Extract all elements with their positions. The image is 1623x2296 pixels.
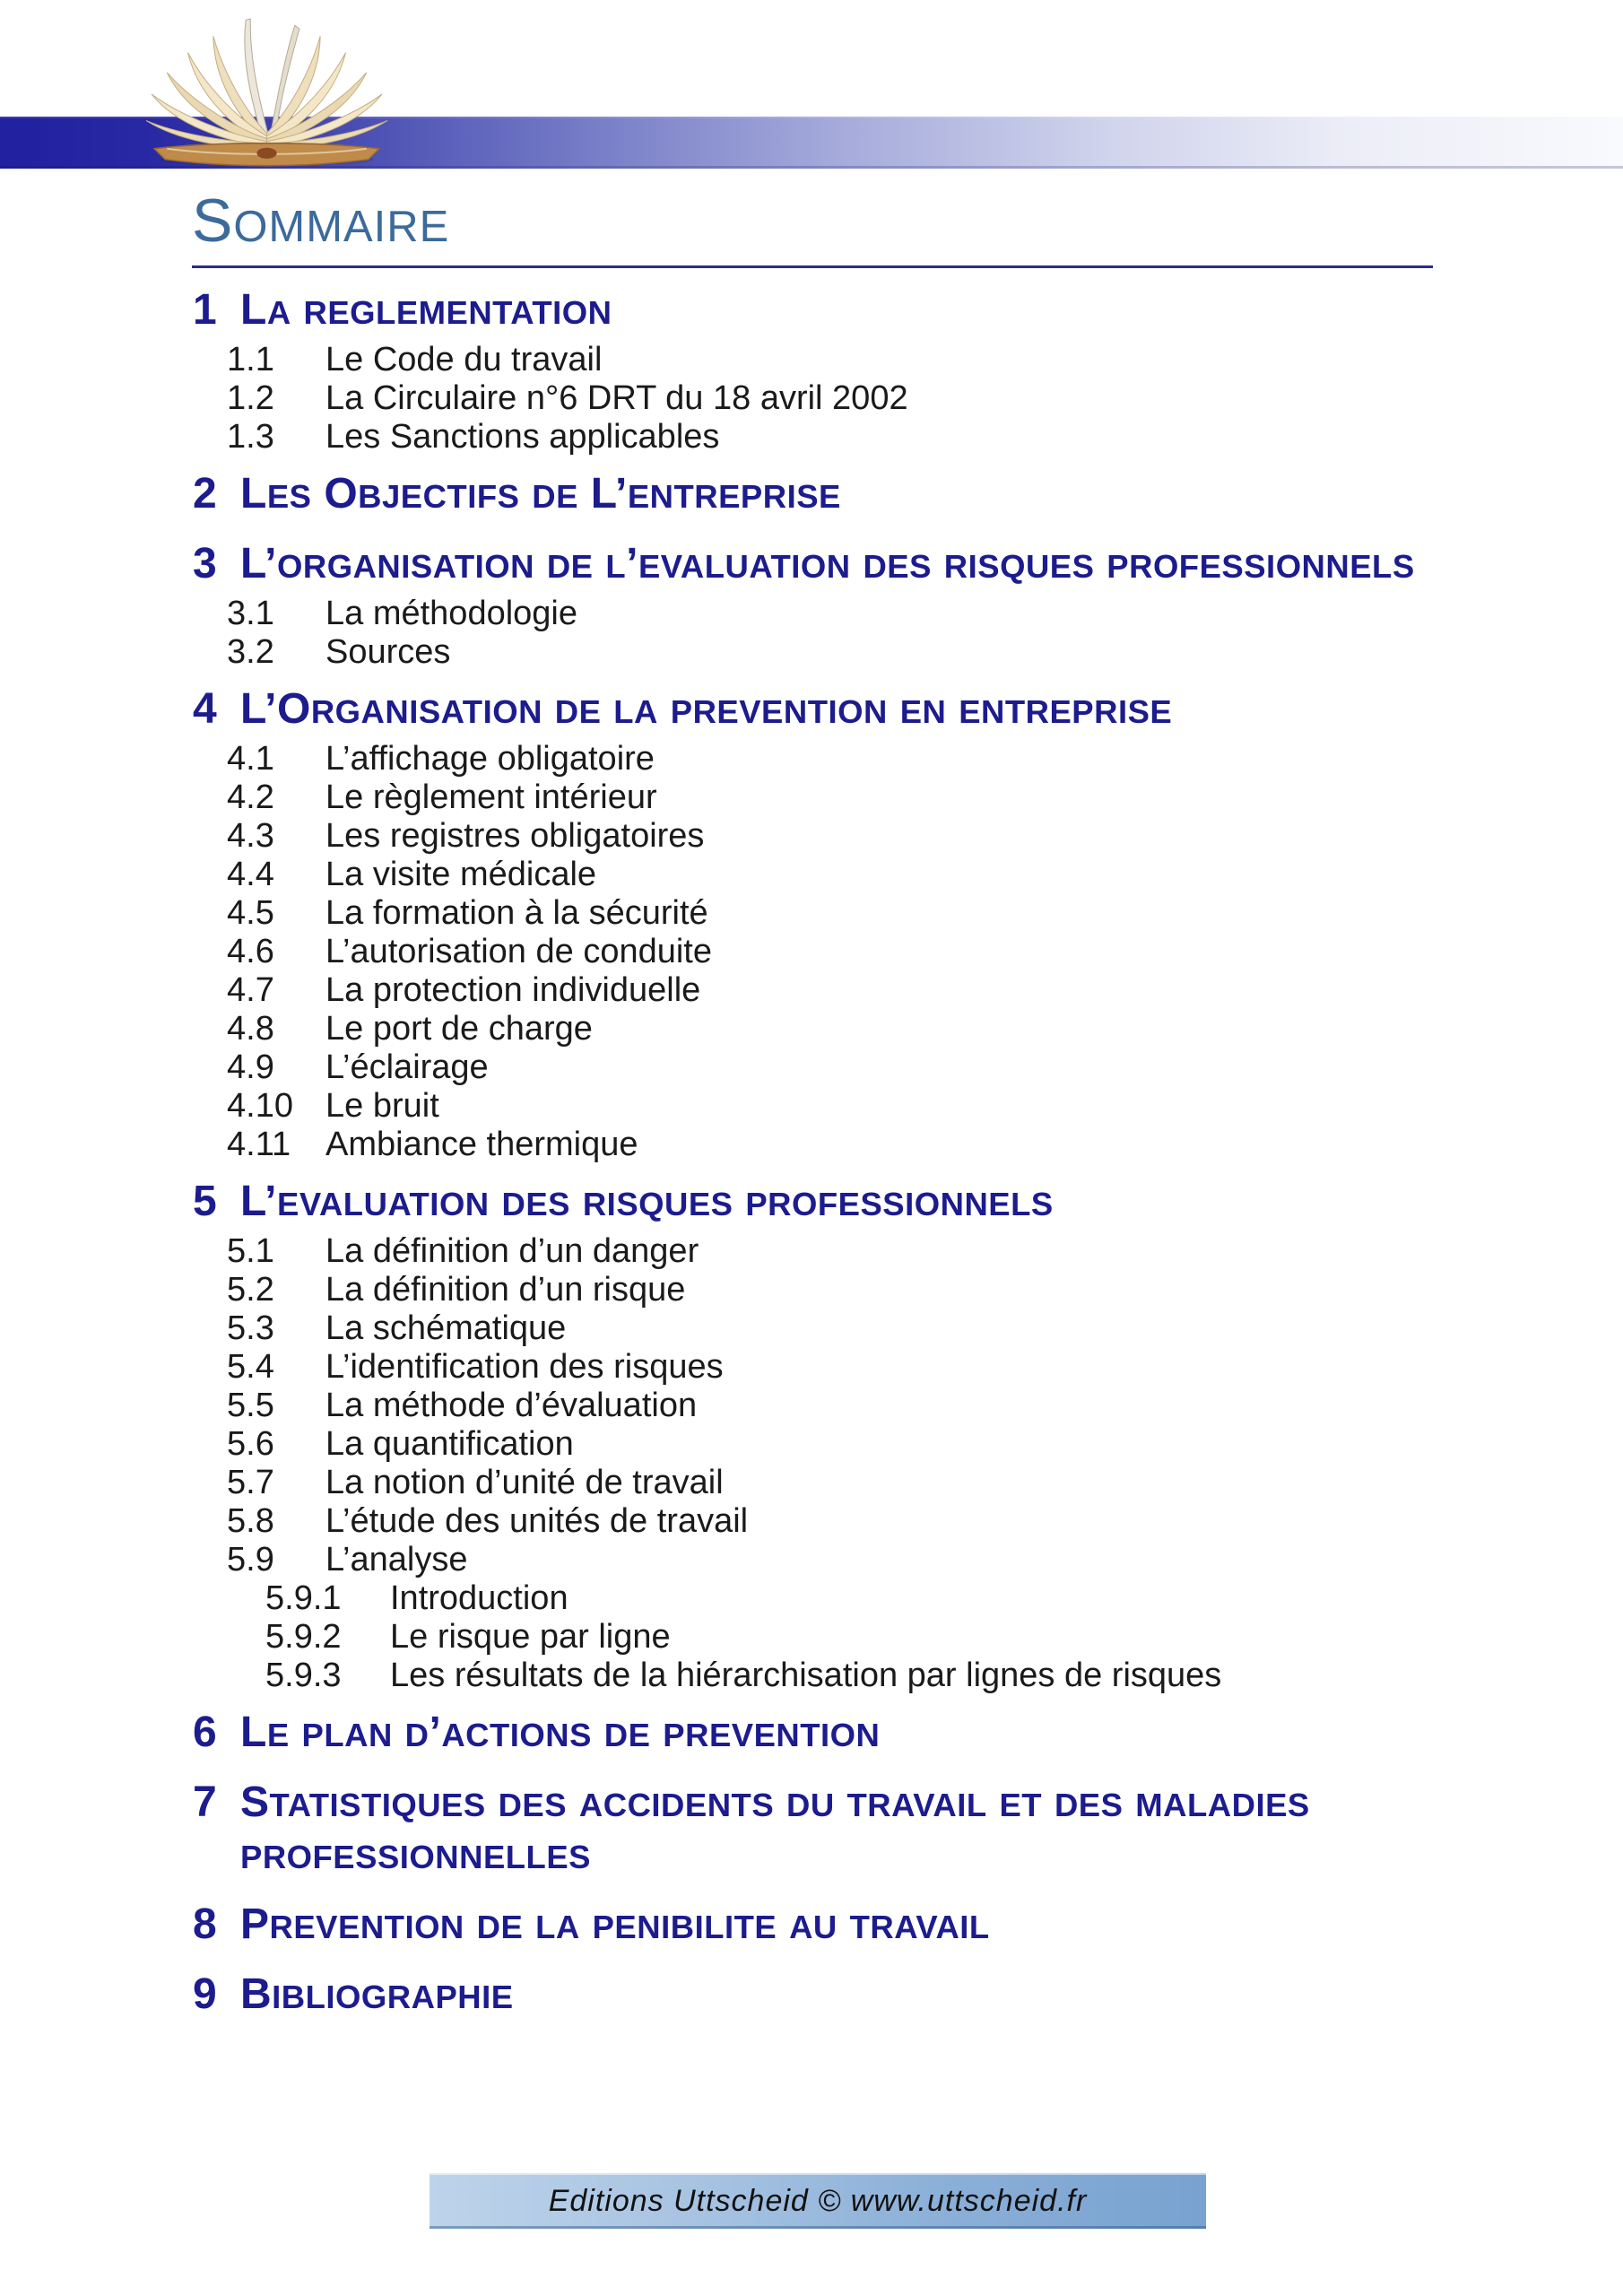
toc-entry-number: 4.11 [227,1126,291,1163]
toc-entry-number: 4.1 [227,740,274,778]
toc-entry [227,1464,1502,1502]
toc-entry-number: 4.6 [227,933,274,970]
toc-entry-number: 5.7 [227,1464,274,1501]
toc-entry-label: La définition d’un risque [325,1271,686,1309]
open-book-logo-icon [139,5,395,169]
toc-entry-number: 2 [193,470,218,517]
toc-entry [227,1425,1502,1464]
toc-entry-number: 5.9.1 [265,1579,342,1617]
toc-entry [227,740,1502,778]
toc-entry-number: 5.9.2 [265,1618,342,1656]
toc-entry-number: 9 [193,1970,218,2018]
toc-entry [227,379,1502,418]
toc-entry [227,1087,1502,1126]
toc-entry-label: La définition d’un danger [325,1232,699,1270]
toc-entry-number: 8 [193,1900,218,1948]
toc-entry-number: 1.1 [227,341,274,378]
toc-entry [227,933,1502,971]
toc-entry-label: L’EVALUATION DES RISQUES PROFESSIONNELS [240,1178,1054,1225]
toc-entry-number: 4.8 [227,1010,274,1048]
toc-entry-number: 5.3 [227,1309,274,1347]
toc-entry-number: 5.8 [227,1502,274,1540]
toc-entry-label: La méthode d’évaluation [325,1387,698,1424]
toc-entry-label: L’autorisation de conduite [325,933,712,970]
toc-entry-label: Les Sanctions applicables [325,418,720,456]
toc-entry [227,778,1502,817]
toc-entry-number: 1.3 [227,418,274,456]
toc-entry [193,1778,1502,1882]
toc-entry-number: 5.9 [227,1541,274,1578]
toc-entry [227,1126,1502,1164]
toc-entry-number: 4.9 [227,1048,274,1086]
toc-entry [227,1541,1502,1579]
toc-entry-number: 5 [193,1178,218,1225]
toc-entry-number: 3.1 [227,595,274,632]
toc-entry-label: Le risque par ligne [390,1618,671,1656]
toc-entry-label: Ambiance thermique [325,1126,638,1163]
toc-entry-label: L’identification des risques [325,1348,724,1386]
toc-entry [227,971,1502,1010]
toc-entry-label: STATISTIQUES DES ACCIDENTS DU TRAVAIL ET DES MALADIES PROFESSIONNELLES [240,1779,1310,1875]
toc-entry-number: 4.2 [227,778,274,816]
toc-entry-number: 5.9.3 [265,1657,342,1694]
toc-entry [193,539,1502,591]
toc-entry-label: La protection individuelle [325,971,701,1009]
toc-entry [227,817,1502,856]
toc-entry [193,1970,1502,2022]
toc-entry-label: Le port de charge [325,1010,593,1048]
toc-entry-number: 4.7 [227,971,274,1009]
toc-entry [265,1579,1502,1618]
toc-entry-label: BIBLIOGRAPHIE [240,1970,514,2018]
toc-entry [227,418,1502,457]
toc-entry [193,469,1502,521]
toc-entry [265,1618,1502,1657]
page-title: SOMMAIRE [192,187,450,255]
toc-entry-label: Le Code du travail [325,341,603,378]
toc-entry [193,1177,1502,1229]
toc-entry [227,1387,1502,1425]
toc-entry-label: LA REGLEMENTATION [240,286,612,334]
toc-entry [227,1232,1502,1271]
toc-entry-number: 4.10 [227,1087,293,1125]
toc-entry-label: LE PLAN D’ACTIONS DE PREVENTION [240,1709,881,1756]
toc-entry-label: Sources [325,633,451,671]
toc-entry-number: 3 [193,540,218,587]
toc [193,285,1502,2022]
toc-entry [227,894,1502,933]
toc-entry-label: La quantification [325,1425,574,1463]
toc-entry [193,1708,1502,1760]
toc-entry-number: 5.5 [227,1387,274,1424]
toc-entry-label: L’affichage obligatoire [325,740,655,778]
toc-entry-label: La visite médicale [325,856,597,893]
toc-entry-number: 4.4 [227,856,274,893]
toc-entry-label: L’ORGANISATION DE LA PREVENTION EN ENTREPRISE [240,685,1173,733]
toc-entry-label: Les résultats de la hiérarchisation par lignes de risques [390,1657,1222,1694]
toc-entry-number: 4.5 [227,894,274,932]
toc-entry [227,1502,1502,1541]
title-underline [192,265,1433,268]
toc-entry-number: 5.4 [227,1348,274,1386]
toc-entry-label: La schématique [325,1309,567,1347]
toc-entry-label: LES OBJECTIFS DE L’ENTREPRISE [240,470,841,517]
toc-entry [193,684,1502,736]
toc-entry-label: Introduction [390,1579,568,1617]
toc-entry-number: 5.2 [227,1271,274,1309]
toc-entry [227,341,1502,379]
toc-entry-label: L’étude des unités de travail [325,1502,749,1540]
toc-entry [227,633,1502,672]
toc-entry [227,1048,1502,1087]
toc-entry [193,1900,1502,1952]
toc-entry-label: L’éclairage [325,1048,489,1086]
toc-entry-label: La formation à la sécurité [325,894,708,932]
toc-entry-number: 6 [193,1709,218,1756]
footer-text: Editions Uttscheid © www.uttscheid.fr [548,2183,1088,2218]
toc-entry-label: Le bruit [325,1087,439,1125]
toc-entry-number: 5.1 [227,1232,274,1270]
toc-entry [227,595,1502,633]
toc-entry-label: Les registres obligatoires [325,817,705,855]
toc-entry-label: Le règlement intérieur [325,778,657,816]
toc-entry-label: La Circulaire n°6 DRT du 18 avril 2002 [325,379,908,417]
toc-entry-number: 1.2 [227,379,274,417]
toc-entry-label: PREVENTION DE LA PENIBILITE AU TRAVAIL [240,1900,990,1948]
toc-entry-number: 4 [193,685,218,733]
toc-entry [227,1271,1502,1309]
toc-entry-label: La méthodologie [325,595,577,632]
footer-bar [430,2173,1206,2229]
toc-entry [265,1657,1502,1695]
toc-entry-number: 4.3 [227,817,274,855]
toc-entry [227,1010,1502,1048]
toc-entry-number: 7 [193,1779,218,1826]
toc-entry-number: 5.6 [227,1425,274,1463]
toc-entry-label: L’analyse [325,1541,468,1578]
toc-entry [193,285,1502,337]
toc-entry-label: La notion d’unité de travail [325,1464,724,1501]
toc-entry-number: 3.2 [227,633,274,671]
toc-entry-label: L’ORGANISATION DE L’EVALUATION DES RISQUES PROFESSIONNELS [240,540,1415,587]
toc-entry [227,1348,1502,1387]
toc-entry-number: 1 [193,286,218,334]
toc-entry [227,1309,1502,1348]
toc-entry [227,856,1502,894]
